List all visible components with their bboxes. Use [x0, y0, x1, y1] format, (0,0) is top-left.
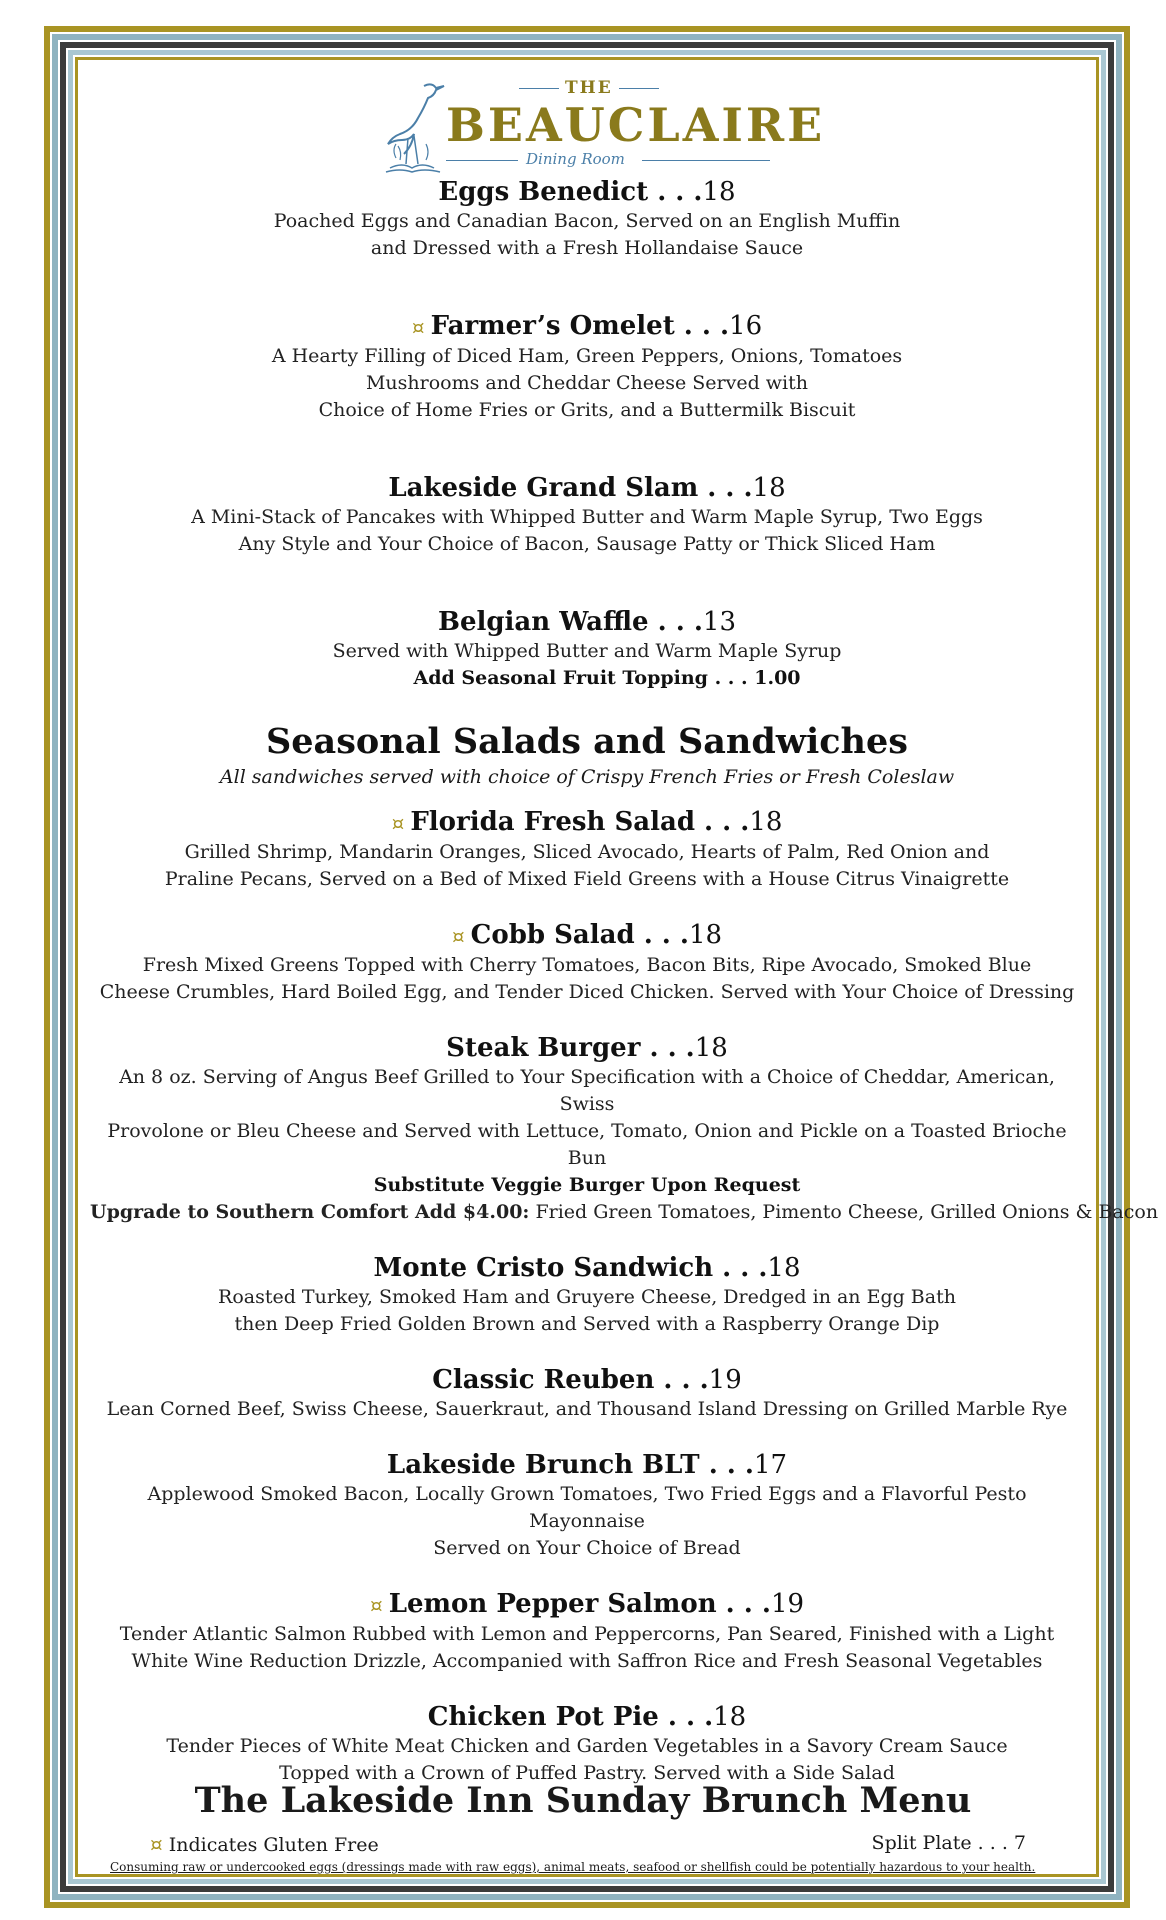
- menu-item-price: 16: [729, 311, 763, 341]
- menu-item-name: Lakeside Brunch BLT . . .: [386, 1450, 754, 1480]
- upgrade-text: Fried Green Tomatoes, Pimento Cheese, Grilled Onions & Bacon: [529, 1201, 1159, 1223]
- menu-item-name: Farmer’s Omelet . . .: [430, 311, 730, 341]
- menu-item-addon: Add Seasonal Fruit Topping . . . 1.00: [413, 667, 801, 689]
- menu-item: [90, 1701, 1084, 1787]
- salad-items: [90, 806, 1159, 1787]
- menu-item-name: Classic Reuben . . .: [432, 1365, 709, 1395]
- menu-item-description: then Deep Fried Golden Brown and Served with a Raspberry Orange Dip: [234, 1313, 940, 1335]
- menu-item-description: Tender Pieces of White Meat Chicken and Garden Vegetables in a Savory Cream Sauce: [166, 1735, 1008, 1757]
- menu-item-title: [90, 919, 1084, 952]
- menu-item-name: Lakeside Grand Slam . . .: [388, 473, 753, 503]
- menu-item-title: [90, 310, 1084, 343]
- menu-item-price: 18: [767, 1253, 801, 1283]
- menu-item-title: [90, 1032, 1084, 1064]
- section-header: [90, 720, 1084, 790]
- menu-item-name: Eggs Benedict . . .: [438, 177, 703, 207]
- menu-content: [90, 176, 1159, 1787]
- menu-item-title: [90, 1701, 1084, 1733]
- menu-item-description: Cheese Crumbles, Hard Boiled Egg, and Tender Diced Chicken. Served with Your Choice of Dressing: [99, 981, 1075, 1003]
- health-disclaimer: Consuming raw or undercooked eggs (dressings made with raw eggs), animal meats, seafood or shellfish could be potentially hazardous to your health.: [110, 1860, 1036, 1874]
- menu-item-price: 18: [694, 1033, 728, 1063]
- menu-item-title: [90, 1252, 1084, 1284]
- menu-item-description: Applewood Smoked Bacon, Locally Grown Tomatoes, Two Fried Eggs and a Flavorful Pesto Mayonnaise: [147, 1483, 1027, 1532]
- menu-item-description: White Wine Reduction Drizzle, Accompanied with Saffron Rice and Fresh Seasonal Vegetables: [131, 1650, 1043, 1672]
- menu-item-name: Monte Cristo Sandwich . . .: [373, 1253, 768, 1283]
- menu-item-description: Praline Pecans, Served on a Bed of Mixed Field Greens with a House Citrus Vinaigrette: [164, 868, 1010, 890]
- menu-item-description: Lean Corned Beef, Swiss Cheese, Sauerkraut, and Thousand Island Dressing on Grilled Marble Rye: [106, 1398, 1068, 1420]
- gluten-free-icon: ¤: [150, 1832, 163, 1856]
- beauclaire-logo: [380, 72, 826, 176]
- logo-name: BEAUCLAIRE: [446, 98, 826, 152]
- menu-item-title: [90, 176, 1084, 208]
- upgrade-label: Upgrade to Southern Comfort Add $4.00:: [90, 1201, 530, 1223]
- menu-item-description: and Dressed with a Fresh Hollandaise Sauce: [370, 237, 804, 259]
- menu-footer-title: The Lakeside Inn Sunday Brunch Menu: [194, 1780, 972, 1821]
- menu-item: [90, 176, 1084, 262]
- menu-item-name: Lemon Pepper Salmon . . .: [388, 1589, 771, 1619]
- logo-line-left: [446, 160, 518, 161]
- gluten-free-icon: ¤: [391, 811, 405, 835]
- menu-item-description: Fresh Mixed Greens Topped with Cherry Tomatoes, Bacon Bits, Ripe Avocado, Smoked Blue: [142, 954, 1032, 976]
- menu-item-price: 18: [688, 920, 723, 950]
- menu-item-title: [90, 1449, 1084, 1481]
- logo-the: THE: [565, 78, 613, 98]
- menu-item-description: Poached Eggs and Canadian Bacon, Served on an English Muffin: [273, 210, 901, 232]
- menu-item-description: Choice of Home Fries or Grits, and a Buttermilk Biscuit: [318, 399, 856, 421]
- menu-item: [90, 310, 1084, 424]
- menu-item-price: 18: [749, 807, 783, 837]
- gluten-free-icon: ¤: [451, 924, 465, 948]
- menu-item-description: Served with Whipped Butter and Warm Maple Syrup: [332, 640, 842, 662]
- menu-item-title: [90, 1588, 1084, 1621]
- gluten-free-legend: [150, 1832, 379, 1856]
- menu-item-price: 18: [702, 177, 736, 207]
- menu-item-description: Mushrooms and Cheddar Cheese Served with: [365, 372, 809, 394]
- menu-item: [90, 1252, 1084, 1338]
- menu-item-description: Tender Atlantic Salmon Rubbed with Lemon and Peppercorns, Pan Seared, Finished with a Light: [119, 1623, 1055, 1645]
- menu-item-description: Grilled Shrimp, Mandarin Oranges, Sliced Avocado, Hearts of Palm, Red Onion and: [184, 841, 990, 863]
- menu-item-name: Belgian Waffle . . .: [437, 607, 703, 637]
- menu-item-price: 18: [713, 1702, 747, 1732]
- menu-item-description: Served on Your Choice of Bread: [433, 1537, 741, 1559]
- menu-item-description: Roasted Turkey, Smoked Ham and Gruyere Cheese, Dredged in an Egg Bath: [218, 1286, 956, 1308]
- menu-item: [90, 472, 1084, 558]
- menu-item-description: A Hearty Filling of Diced Ham, Green Peppers, Onions, Tomatoes: [271, 345, 903, 367]
- legend-text: Indicates Gluten Free: [168, 1834, 379, 1856]
- menu-item-description: An 8 oz. Serving of Angus Beef Grilled to Your Specification with a Choice of Cheddar, American, Swiss: [119, 1066, 1055, 1115]
- menu-item: [90, 606, 1084, 692]
- menu-item-price: 18: [752, 473, 786, 503]
- menu-item: [90, 806, 1084, 893]
- section-title: Seasonal Salads and Sandwiches: [266, 721, 908, 762]
- menu-item-name: Steak Burger . . .: [446, 1033, 695, 1063]
- menu-item-price: 17: [753, 1450, 788, 1480]
- menu-item-name: Chicken Pot Pie . . .: [427, 1702, 714, 1732]
- menu-item-price: 13: [702, 607, 737, 637]
- menu-item-description: Topped with a Crown of Puffed Pastry. Served with a Side Salad: [279, 1762, 895, 1784]
- menu-item-description: A Mini-Stack of Pancakes with Whipped Butter and Warm Maple Syrup, Two Eggs: [191, 506, 983, 528]
- logo-subtitle: Dining Room: [526, 150, 625, 168]
- menu-item-title: [90, 606, 1084, 638]
- menu-item: [90, 1449, 1084, 1562]
- menu-item: [90, 919, 1084, 1006]
- menu-item-price: 19: [770, 1589, 805, 1619]
- logo-line-right: [642, 160, 770, 161]
- menu-item-description: Provolone or Bleu Cheese and Served with Lettuce, Tomato, Onion and Pickle on a Toasted Brioche Bun: [107, 1120, 1067, 1169]
- menu-item-description: Any Style and Your Choice of Bacon, Sausage Patty or Thick Sliced Ham: [238, 533, 936, 555]
- breakfast-items: [90, 176, 1084, 692]
- gluten-free-icon: ¤: [411, 315, 425, 339]
- menu-item: [90, 1588, 1084, 1675]
- gluten-free-icon: ¤: [369, 1593, 383, 1617]
- split-plate: Split Plate . . . 7: [871, 1832, 1026, 1854]
- menu-item-title: [90, 806, 1084, 839]
- menu-item-upgrade: [90, 1199, 1159, 1226]
- menu-item-name: Cobb Salad . . .: [470, 920, 689, 950]
- menu-item-name: Florida Fresh Salad . . .: [410, 807, 750, 837]
- menu-item-title: [90, 1364, 1084, 1396]
- menu-item-title: [90, 472, 1084, 504]
- menu-item-substitute: Substitute Veggie Burger Upon Request: [373, 1174, 801, 1196]
- menu-item: [90, 1364, 1084, 1423]
- heron-icon: [380, 78, 446, 174]
- section-subtitle: All sandwiches served with choice of Crispy French Fries or Fresh Coleslaw: [219, 766, 955, 788]
- menu-item-price: 19: [708, 1365, 742, 1395]
- menu-item: [90, 1032, 1159, 1226]
